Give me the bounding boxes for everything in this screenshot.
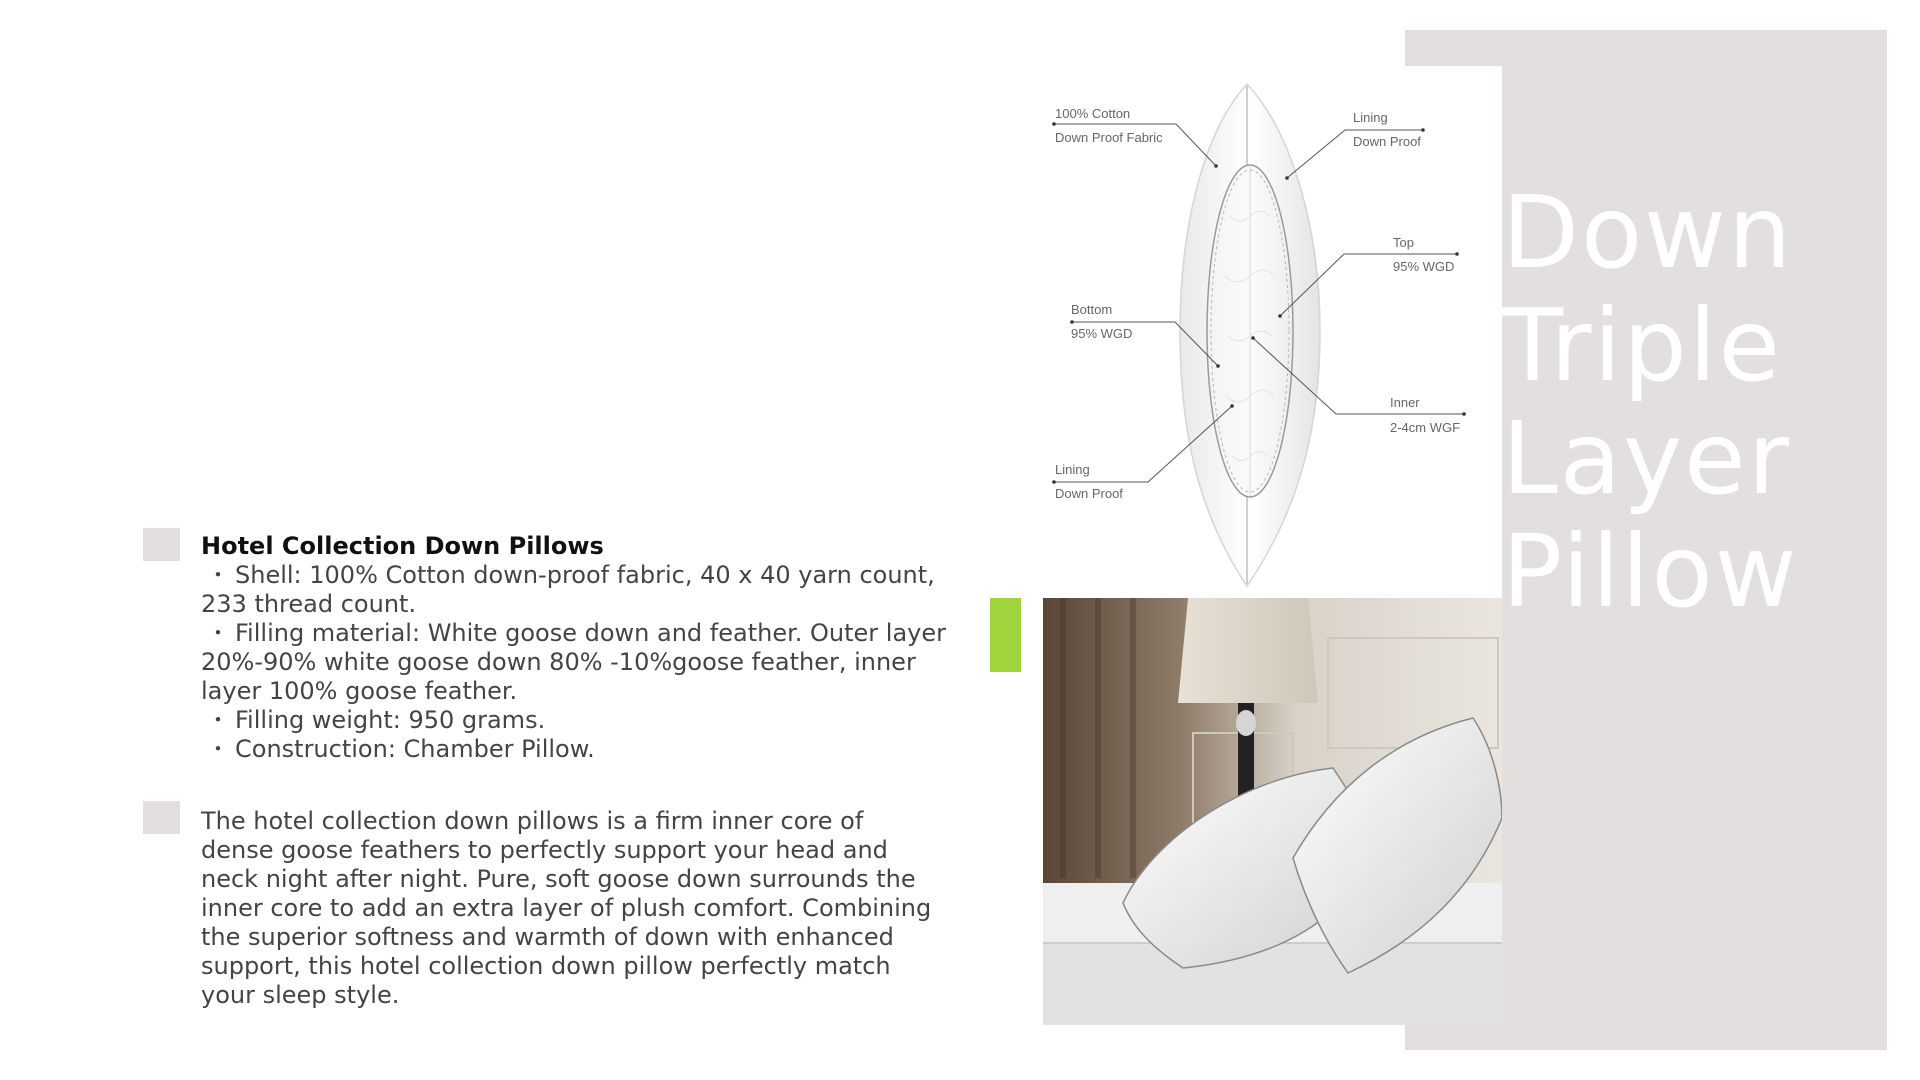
- title-line: Triple: [1502, 287, 1783, 404]
- label-cotton-1: 100% Cotton: [1055, 106, 1131, 121]
- specs-marker: [143, 528, 180, 561]
- bullet: ・: [206, 561, 230, 589]
- specs-heading: Hotel Collection Down Pillows: [201, 532, 604, 560]
- product-description: The hotel collection down pillows is a firm inner core of dense goose feathers to perfectly support your head and neck night after night. Pure, soft goose down surrounds the inner core to add an extra layer of plush comfort. Combining the superior softness and warmth of down with enhanced support, this hotel collection down pillow perfectly match your sleep style.: [201, 807, 932, 1009]
- label-lining-top-1: Lining: [1353, 110, 1388, 125]
- label-lining-bottom-1: Lining: [1055, 462, 1090, 477]
- spec-item: [201, 619, 961, 706]
- spec-item-text: Shell: 100% Cotton down-proof fabric, 40 x 40 yarn count, 233 thread count.: [201, 561, 935, 618]
- label-top-2: 95% WGD: [1393, 259, 1455, 274]
- title-line: Down: [1502, 174, 1794, 291]
- title-line: Pillow: [1502, 513, 1799, 630]
- spec-item-text: Filling weight: 950 grams.: [235, 706, 546, 734]
- diagram-svg: [1040, 66, 1502, 598]
- label-cotton-2: Down Proof Fabric: [1055, 130, 1163, 145]
- slide-title: [1502, 176, 1902, 628]
- label-inner-2: 2-4cm WGF: [1390, 420, 1461, 435]
- spec-item-text: Construction: Chamber Pillow.: [235, 735, 595, 763]
- label-bottom-1: Bottom: [1071, 302, 1113, 317]
- photo-illustration: [1043, 598, 1502, 1025]
- bullet: ・: [206, 706, 230, 734]
- label-inner-1: Inner: [1390, 395, 1420, 410]
- label-bottom-2: 95% WGD: [1071, 326, 1133, 341]
- product-specs: [201, 532, 961, 764]
- label-lining-bottom-2: Down Proof: [1055, 486, 1123, 501]
- bullet: ・: [206, 735, 230, 763]
- label-lining-top-2: Down Proof: [1353, 134, 1421, 149]
- accent-bar: [990, 598, 1021, 672]
- pillow-cross-section-diagram: [1040, 66, 1502, 598]
- spec-item: [201, 706, 961, 735]
- title-line: Layer: [1502, 400, 1791, 517]
- pillows-bed-photo: [1043, 598, 1502, 1025]
- spec-item: [201, 561, 961, 619]
- bullet: ・: [206, 619, 230, 647]
- description-marker: [143, 801, 180, 834]
- spec-item-text: Filling material: White goose down and feather. Outer layer 20%-90% white goose down 80% -10%goose feather, inner layer 100% goose feather.: [201, 619, 946, 705]
- label-top-1: Top: [1393, 235, 1414, 250]
- spec-item: [201, 735, 961, 764]
